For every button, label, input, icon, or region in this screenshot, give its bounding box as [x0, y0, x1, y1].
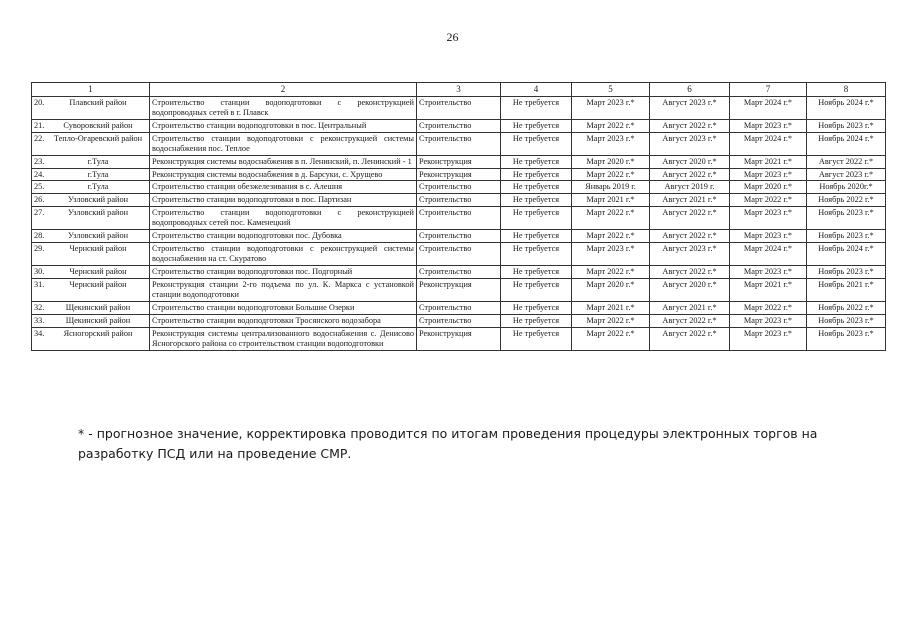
- row-district-cell: [32, 314, 150, 327]
- row-date-cell: Март 2023 г.*: [730, 327, 807, 350]
- row-number: 23.: [34, 156, 45, 166]
- column-header: 8: [807, 83, 886, 97]
- row-district: Плавский район: [69, 97, 127, 107]
- row-date-cell: Март 2023 г.*: [730, 119, 807, 132]
- table-row: [32, 230, 886, 243]
- row-date-cell: Ноябрь 2020г.*: [807, 181, 886, 194]
- row-expertise-cell: Не требуется: [501, 119, 572, 132]
- row-work-type-cell: Строительство: [417, 243, 501, 266]
- table-row: [32, 194, 886, 207]
- row-date-cell: Ноябрь 2023 г.*: [807, 230, 886, 243]
- table-row: [32, 155, 886, 168]
- row-expertise-cell: Не требуется: [501, 314, 572, 327]
- row-date-cell: Март 2020 г.*: [730, 181, 807, 194]
- table-row: [32, 302, 886, 315]
- row-date-cell: Март 2022 г.*: [730, 302, 807, 315]
- row-number: 21.: [34, 120, 45, 130]
- row-number: 28.: [34, 231, 45, 241]
- row-work-type-cell: Строительство: [417, 314, 501, 327]
- row-object-cell: Строительство станции водоподготовки Тросянского водозабора: [150, 314, 417, 327]
- table-row: [32, 168, 886, 181]
- row-work-type-cell: Строительство: [417, 119, 501, 132]
- row-number: 33.: [34, 315, 45, 325]
- row-date-cell: Ноябрь 2021 г.*: [807, 279, 886, 302]
- row-district-cell: [32, 230, 150, 243]
- row-date-cell: Март 2022 г.*: [572, 327, 650, 350]
- row-expertise-cell: Не требуется: [501, 266, 572, 279]
- row-district: Узловский район: [67, 231, 129, 241]
- row-district: г.Тула: [87, 169, 109, 179]
- row-expertise-cell: Не требуется: [501, 96, 572, 119]
- row-work-type-cell: Строительство: [417, 132, 501, 155]
- row-date-cell: Ноябрь 2022 г.*: [807, 302, 886, 315]
- row-district-cell: [32, 168, 150, 181]
- row-expertise-cell: Не требуется: [501, 132, 572, 155]
- row-date-cell: Август 2022 г.*: [650, 327, 730, 350]
- row-district: Ясногорский район: [63, 328, 133, 338]
- row-date-cell: Август 2021 г.*: [650, 194, 730, 207]
- row-date-cell: Август 2022 г.*: [650, 168, 730, 181]
- row-district-cell: [32, 302, 150, 315]
- row-district: Чернский район: [69, 280, 127, 290]
- row-number: 24.: [34, 169, 45, 179]
- table-row: [32, 132, 886, 155]
- row-object-cell: Строительство станции водоподготовки с реконструкцией водопроводных сетей в г. Плавск: [150, 96, 417, 119]
- row-number: 29.: [34, 244, 45, 254]
- row-work-type-cell: Строительство: [417, 96, 501, 119]
- table-row: [32, 207, 886, 230]
- row-expertise-cell: Не требуется: [501, 168, 572, 181]
- column-header: 2: [150, 83, 417, 97]
- column-header: 1: [32, 83, 150, 97]
- row-number: 31.: [34, 280, 45, 290]
- row-date-cell: Август 2023 г.*: [807, 168, 886, 181]
- row-district-cell: [32, 194, 150, 207]
- table-row: [32, 119, 886, 132]
- row-date-cell: Март 2022 г.*: [572, 168, 650, 181]
- schedule-table-container: [31, 82, 885, 351]
- row-number: 25.: [34, 182, 45, 192]
- row-work-type-cell: Реконструкция: [417, 155, 501, 168]
- header-row: [32, 83, 886, 97]
- schedule-table: [31, 82, 886, 351]
- row-date-cell: Ноябрь 2022 г.*: [807, 194, 886, 207]
- row-number: 20.: [34, 97, 45, 107]
- row-date-cell: Ноябрь 2023 г.*: [807, 266, 886, 279]
- row-date-cell: Август 2022 г.*: [650, 207, 730, 230]
- row-number: 26.: [34, 195, 45, 205]
- row-date-cell: Март 2021 г.*: [572, 302, 650, 315]
- row-work-type-cell: Строительство: [417, 302, 501, 315]
- row-expertise-cell: Не требуется: [501, 181, 572, 194]
- row-district-cell: [32, 132, 150, 155]
- row-object-cell: Строительство станции водоподготовки с реконструкцией системы водоснабжения на ст. Скуратово: [150, 243, 417, 266]
- table-row: [32, 266, 886, 279]
- table-row: [32, 327, 886, 350]
- column-header: 4: [501, 83, 572, 97]
- row-date-cell: Ноябрь 2023 г.*: [807, 207, 886, 230]
- row-expertise-cell: Не требуется: [501, 243, 572, 266]
- row-date-cell: Март 2023 г.*: [730, 207, 807, 230]
- row-date-cell: Март 2022 г.*: [572, 266, 650, 279]
- row-district-cell: [32, 279, 150, 302]
- row-district: Узловский район: [67, 195, 129, 205]
- row-date-cell: Март 2020 г.*: [572, 279, 650, 302]
- row-date-cell: Март 2022 г.*: [572, 207, 650, 230]
- row-work-type-cell: Строительство: [417, 194, 501, 207]
- row-date-cell: Март 2023 г.*: [572, 96, 650, 119]
- row-date-cell: Март 2021 г.*: [730, 279, 807, 302]
- row-object-cell: Реконструкция системы водоснабжения в д. Барсуки, с. Хрущево: [150, 168, 417, 181]
- row-object-cell: Строительство станции водоподготовки Большие Озерки: [150, 302, 417, 315]
- column-header: 7: [730, 83, 807, 97]
- row-date-cell: Март 2020 г.*: [572, 155, 650, 168]
- row-number: 32.: [34, 303, 45, 312]
- row-date-cell: Март 2023 г.*: [730, 230, 807, 243]
- row-date-cell: Август 2020 г.*: [650, 279, 730, 302]
- row-date-cell: Август 2022 г.*: [650, 314, 730, 327]
- row-date-cell: Ноябрь 2023 г.*: [807, 314, 886, 327]
- row-expertise-cell: Не требуется: [501, 327, 572, 350]
- table-row: [32, 96, 886, 119]
- row-object-cell: Строительство станции водоподготовки в пос. Партизан: [150, 194, 417, 207]
- row-district-cell: [32, 327, 150, 350]
- row-object-cell: Строительство станции водоподготовки с реконструкцией водопроводных сетей пос. Каменецкий: [150, 207, 417, 230]
- row-work-type-cell: Строительство: [417, 230, 501, 243]
- row-district-cell: [32, 207, 150, 230]
- row-date-cell: Август 2022 г.*: [650, 119, 730, 132]
- row-date-cell: Март 2023 г.*: [572, 243, 650, 266]
- row-work-type-cell: Строительство: [417, 181, 501, 194]
- row-work-type-cell: Реконструкция: [417, 327, 501, 350]
- row-date-cell: Март 2022 г.*: [572, 230, 650, 243]
- row-expertise-cell: Не требуется: [501, 279, 572, 302]
- table-row: [32, 243, 886, 266]
- row-number: 22.: [34, 133, 45, 143]
- row-date-cell: Март 2024 г.*: [730, 132, 807, 155]
- row-expertise-cell: Не требуется: [501, 155, 572, 168]
- row-date-cell: Август 2023 г.*: [650, 243, 730, 266]
- row-district: Щекинский район: [65, 303, 131, 312]
- row-date-cell: Март 2023 г.*: [730, 168, 807, 181]
- row-object-cell: Реконструкция системы централизованного водоснабжения с. Денисово Ясногорского района со строительством станции водоподготовки: [150, 327, 417, 350]
- row-object-cell: Реконструкция станции 2-го подъема по ул. К. Маркса с установкой станции водоподготовки: [150, 279, 417, 302]
- row-date-cell: Март 2022 г.*: [730, 194, 807, 207]
- row-district: Чернский район: [69, 244, 127, 254]
- row-expertise-cell: Не требуется: [501, 302, 572, 315]
- row-district: г.Тула: [87, 156, 109, 166]
- row-date-cell: Март 2023 г.*: [730, 314, 807, 327]
- column-header: 5: [572, 83, 650, 97]
- table-body: [32, 96, 886, 350]
- row-number: 27.: [34, 208, 45, 218]
- row-number: 34.: [34, 328, 45, 338]
- row-object-cell: Строительство станции водоподготовки пос. Подгорный: [150, 266, 417, 279]
- row-date-cell: Август 2022 г.*: [650, 266, 730, 279]
- table-row: [32, 279, 886, 302]
- row-date-cell: Январь 2019 г.: [572, 181, 650, 194]
- row-date-cell: Март 2024 г.*: [730, 96, 807, 119]
- row-date-cell: Август 2021 г.*: [650, 302, 730, 315]
- row-object-cell: Строительство станции водоподготовки пос. Дубовка: [150, 230, 417, 243]
- row-date-cell: Ноябрь 2024 г.*: [807, 132, 886, 155]
- table-row: [32, 314, 886, 327]
- row-date-cell: Март 2023 г.*: [572, 132, 650, 155]
- row-date-cell: Ноябрь 2024 г.*: [807, 96, 886, 119]
- row-date-cell: Август 2023 г.*: [650, 96, 730, 119]
- row-date-cell: Март 2021 г.*: [572, 194, 650, 207]
- column-header: 3: [417, 83, 501, 97]
- row-date-cell: Март 2024 г.*: [730, 243, 807, 266]
- row-district: Узловский район: [67, 208, 129, 218]
- row-district-cell: [32, 266, 150, 279]
- row-district-cell: [32, 119, 150, 132]
- row-work-type-cell: Реконструкция: [417, 279, 501, 302]
- row-district: Чернский район: [69, 267, 127, 277]
- table-row: [32, 181, 886, 194]
- row-date-cell: Август 2022 г.*: [650, 230, 730, 243]
- row-date-cell: Август 2019 г.: [650, 181, 730, 194]
- row-district-cell: [32, 155, 150, 168]
- row-date-cell: Ноябрь 2023 г.*: [807, 327, 886, 350]
- row-date-cell: Март 2022 г.*: [572, 314, 650, 327]
- row-expertise-cell: Не требуется: [501, 230, 572, 243]
- row-expertise-cell: Не требуется: [501, 207, 572, 230]
- row-district: г.Тула: [87, 182, 109, 192]
- row-object-cell: Реконструкция системы водоснабжения в п. Ленинский, п. Ленинский - 1: [150, 155, 417, 168]
- footnote: * - прогнозное значение, корректировка проводится по итогам проведения процедуры электронных торгов на разработку ПСД или на проведение СМР.: [78, 426, 818, 461]
- row-date-cell: Март 2023 г.*: [730, 266, 807, 279]
- row-date-cell: Август 2020 г.*: [650, 155, 730, 168]
- column-header: 6: [650, 83, 730, 97]
- row-object-cell: Строительство станции водоподготовки в пос. Центральный: [150, 119, 417, 132]
- row-work-type-cell: Строительство: [417, 266, 501, 279]
- page-number: 26: [446, 30, 459, 44]
- row-district: Суворовский район: [63, 120, 133, 130]
- row-object-cell: Строительство станции водоподготовки с реконструкцией системы водоснабжения пос. Теплое: [150, 132, 417, 155]
- row-date-cell: Ноябрь 2023 г.*: [807, 119, 886, 132]
- row-date-cell: Ноябрь 2024 г.*: [807, 243, 886, 266]
- row-work-type-cell: Реконструкция: [417, 168, 501, 181]
- row-date-cell: Август 2022 г.*: [807, 155, 886, 168]
- row-expertise-cell: Не требуется: [501, 194, 572, 207]
- row-date-cell: Март 2021 г.*: [730, 155, 807, 168]
- row-number: 30.: [34, 267, 45, 277]
- row-work-type-cell: Строительство: [417, 207, 501, 230]
- row-date-cell: Март 2022 г.*: [572, 119, 650, 132]
- row-district-cell: [32, 243, 150, 266]
- row-district: Тепло-Огаревский район: [53, 133, 143, 143]
- row-district: Щекинский район: [65, 315, 131, 325]
- row-object-cell: Строительство станции обезжелезивания в с. Алешня: [150, 181, 417, 194]
- row-district-cell: [32, 96, 150, 119]
- row-district-cell: [32, 181, 150, 194]
- row-date-cell: Август 2023 г.*: [650, 132, 730, 155]
